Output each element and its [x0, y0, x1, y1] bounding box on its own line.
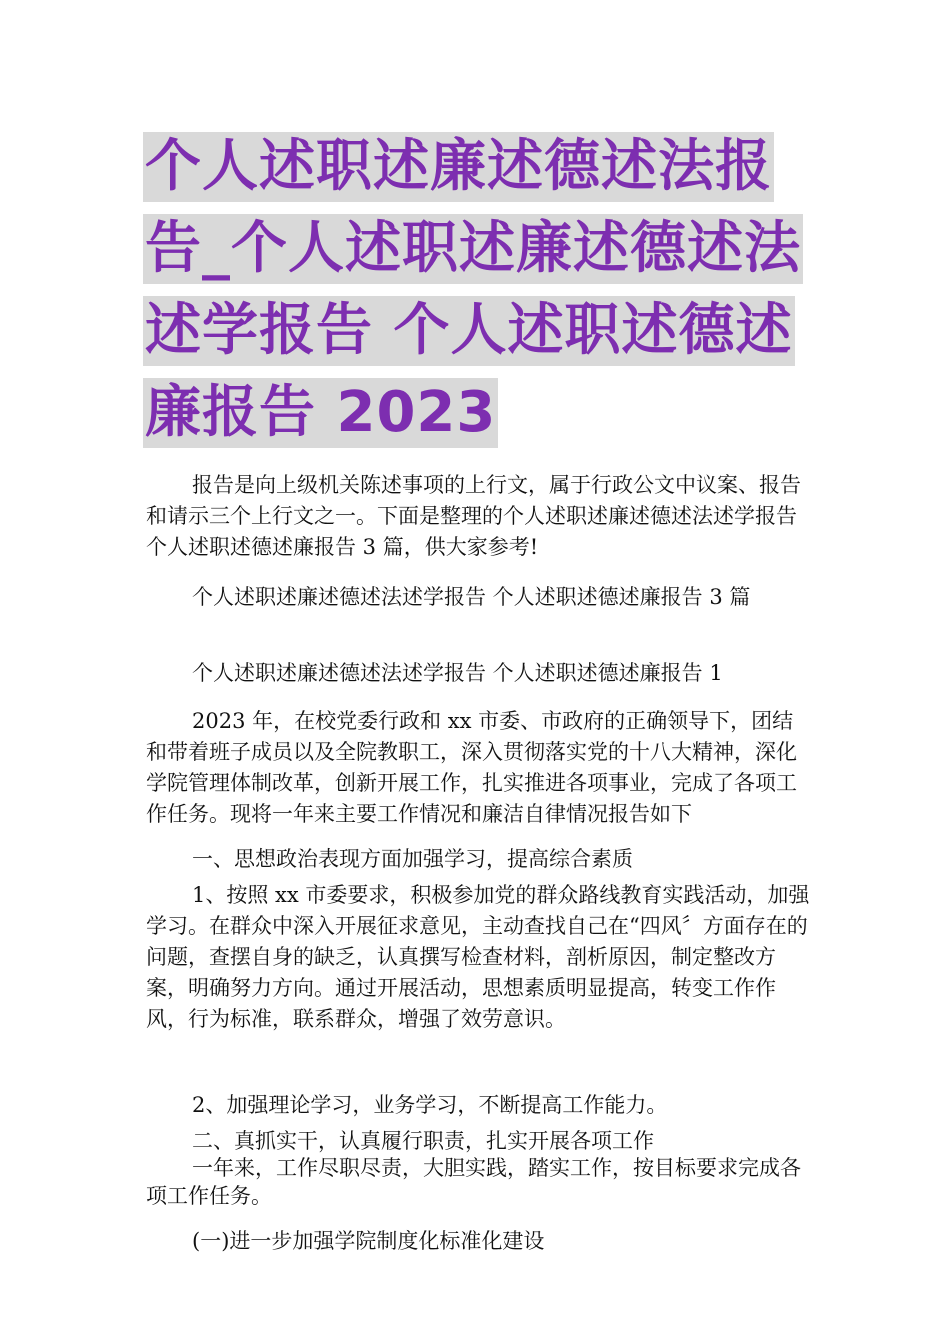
paragraph-item-2: 2、加强理论学习，业务学习，不断提高工作能力。 — [192, 1093, 668, 1117]
document-title — [143, 128, 813, 456]
subheading-institutional: (一)进一步加强学院制度化标准化建设 — [192, 1229, 545, 1253]
title-line-1: 个人述职述廉述德述法报 — [143, 132, 774, 202]
paragraph-item-1: 1、按照 xx 市委要求，积极参加党的群众路线教育实践活动，加强学习。在群众中深入开展征求意见，主动查找自己在“四风〞方面存在的问题，查摆自身的缺乏，认真撰写检查材料，剖析原因，制定整改方案，明确努力方向。通过开展活动，思想素质明显提高，转变工作作风，行为标准，联系群众，增强了效劳意识。 — [146, 883, 810, 1031]
title-line-3: 述学报告 个人述职述德述 — [143, 296, 795, 366]
heading-diligence: 二、真抓实干，认真履行职责，扎实开展各项工作 — [192, 1129, 654, 1153]
section-heading-1: 个人述职述廉述德述法述学报告 个人述职述德述廉报告 1 — [192, 661, 723, 685]
intro-paragraph: 报告是向上级机关陈述事项的上行文，属于行政公文中议案、报告和请示三个上行文之一。下面是整理的个人述职述廉述德述法述学报告 个人述职述德述廉报告 3 篇，供大家参考! — [146, 473, 801, 559]
paragraph-year-work: 一年来，工作尽职尽责，大胆实践，踏实工作，按目标要求完成各项工作任务。 — [146, 1156, 801, 1208]
title-line-2: 告_个人述职述廉述德述法 — [143, 214, 803, 284]
title-line-4: 廉报告 2023 — [143, 378, 498, 448]
paragraph-overview: 2023 年，在校党委行政和 xx 市委、市政府的正确领导下，团结和带着班子成员以及全院教职工，深入贯彻落实党的十八大精神，深化学院管理体制改革，创新开展工作，扎实推进各项事业，完成了各项工作任务。现将一年来主要工作情况和廉洁自律情况报告如下 — [146, 709, 797, 826]
contents-heading: 个人述职述廉述德述法述学报告 个人述职述德述廉报告 3 篇 — [192, 585, 751, 609]
heading-political: 一、思想政治表现方面加强学习，提高综合素质 — [192, 847, 633, 871]
